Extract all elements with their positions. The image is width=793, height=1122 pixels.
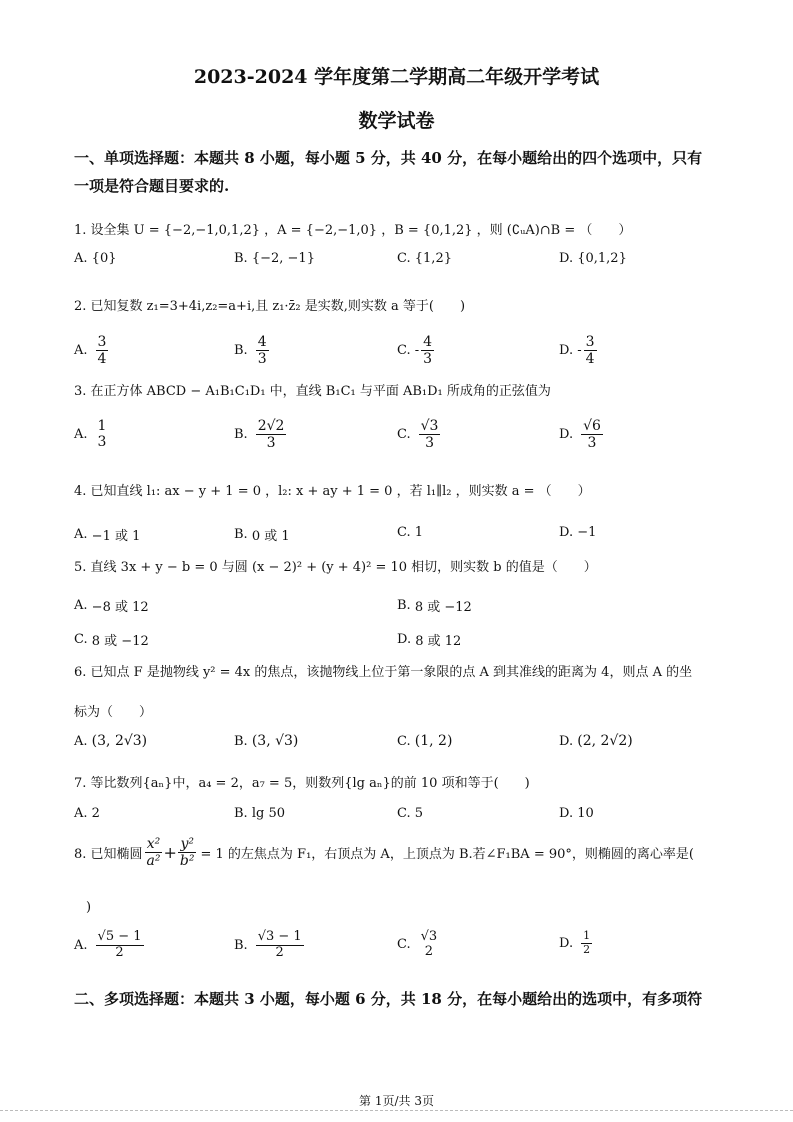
fraction-numerator: 1 <box>583 929 591 942</box>
option-fraction <box>96 930 144 961</box>
section1-heading-line2: 一项是符合题目要求的. <box>74 177 230 195</box>
fraction-denominator: a² <box>146 853 161 870</box>
q5-option-c[interactable] <box>74 630 149 649</box>
option-text: 8 或 12 <box>415 634 462 649</box>
option-letter: A. <box>74 733 88 749</box>
fraction-denominator: 3 <box>587 435 597 452</box>
q1-option-b[interactable] <box>234 251 315 266</box>
section2-heading-line1: 二、多项选择题：本题共 3 小题，每小题 6 分，共 18 分，在每小题给出的选项中，有多项符 <box>74 990 703 1008</box>
option-text: 8 或 −12 <box>414 600 472 615</box>
question-3-stem: 3. 在正方体 ABCD − A₁B₁C₁D₁ 中，直线 B₁C₁ 与平面 AB₁D₁ 所成角的正弦值为 <box>74 384 551 399</box>
option-fraction <box>421 334 434 367</box>
option-letter: A. <box>74 527 88 542</box>
option-letter: A. <box>74 598 88 613</box>
option-text: −8 或 12 <box>91 600 149 615</box>
option-text: 0 或 1 <box>251 529 290 544</box>
option-text: (1, 2) <box>414 733 453 749</box>
fraction-denominator: 3 <box>97 434 107 451</box>
option-letter: B. <box>234 937 248 953</box>
option-letter: D. <box>559 733 574 749</box>
option-letter: D. <box>559 251 574 266</box>
option-fraction <box>256 418 287 451</box>
q6-option-a[interactable] <box>74 733 147 749</box>
question-2-stem: 2. 已知复数 z₁=3+4i,z₂=a+i,且 z₁·z̄₂ 是实数,则实数 a 等于( ) <box>74 299 466 314</box>
question-8-stem-continued: ) <box>86 900 92 915</box>
option-letter: D. <box>559 806 574 821</box>
option-text: −1 <box>577 525 597 540</box>
option-letter: B. <box>234 427 248 443</box>
option-letter: C. <box>74 632 88 647</box>
fraction-numerator: √3 − 1 <box>257 929 302 944</box>
option-text: 8 或 −12 <box>91 634 149 649</box>
q4-option-b[interactable] <box>234 525 290 544</box>
option-text: (2, 2√2) <box>577 733 633 749</box>
fraction-denominator: 3 <box>423 351 433 368</box>
fraction-denominator: b² <box>179 853 195 870</box>
option-letter: C. <box>397 427 411 443</box>
option-letter: A. <box>74 343 88 359</box>
fraction-denominator: 2 <box>424 943 434 959</box>
option-letter: A. <box>74 937 88 953</box>
option-letter: B. <box>234 527 248 542</box>
q8-option-d[interactable] <box>559 930 592 956</box>
q2-option-d[interactable] <box>559 334 597 367</box>
fraction-numerator: 4 <box>423 334 433 350</box>
option-letter: C. <box>397 343 411 359</box>
fraction-denominator: 2 <box>115 944 124 960</box>
page-number: 第 1页/共 3页 <box>359 1094 434 1108</box>
option-text: lg 50 <box>251 806 285 821</box>
option-text: 2 <box>91 806 100 821</box>
option-fraction <box>581 418 603 451</box>
fraction-numerator: √3 <box>420 929 438 944</box>
option-sign: - <box>577 343 582 359</box>
fraction-numerator: 3 <box>97 334 107 350</box>
page-bottom-divider <box>0 1110 793 1111</box>
fraction-denominator: 3 <box>257 351 267 368</box>
question-1-stem: 1. 设全集 U = {−2,−1,0,1,2} ，A = {−2,−1,0} ，B = {0,1,2} ，则 (∁ᵤA)∩B = （ ） <box>74 223 632 238</box>
option-text: −1 或 1 <box>91 529 141 544</box>
option-letter: B. <box>234 806 248 821</box>
option-fraction <box>419 930 440 960</box>
fraction-numerator: √3 <box>420 418 439 434</box>
fraction-numerator: √6 <box>583 418 601 434</box>
q8-option-a[interactable] <box>74 930 144 961</box>
q5-option-b[interactable] <box>397 596 472 615</box>
option-text: 5 <box>414 806 424 821</box>
q4-option-c[interactable] <box>397 525 423 540</box>
option-text: (3, √3) <box>251 733 299 749</box>
q6-option-b[interactable] <box>234 733 298 749</box>
option-fraction <box>96 334 109 367</box>
option-text: 10 <box>577 806 594 821</box>
fraction-numerator: 4 <box>257 334 267 350</box>
q8-option-c[interactable] <box>397 930 439 960</box>
q2-option-c[interactable] <box>397 334 434 367</box>
option-letter: D. <box>559 525 574 540</box>
fraction-denominator: 3 <box>266 435 276 452</box>
q4-option-a[interactable] <box>74 525 140 544</box>
q1-option-c[interactable] <box>397 251 452 266</box>
q8-option-b[interactable] <box>234 930 304 961</box>
fraction-denominator: 4 <box>97 351 107 368</box>
q5-option-a[interactable] <box>74 596 149 615</box>
q1-option-a[interactable] <box>74 251 117 266</box>
fraction-denominator: 4 <box>585 351 595 368</box>
option-letter: D. <box>397 632 412 647</box>
question-8-stem <box>74 836 694 869</box>
option-fraction <box>584 334 597 367</box>
q6-option-c[interactable] <box>397 733 452 749</box>
option-letter: C. <box>397 251 411 266</box>
q6-option-d[interactable] <box>559 733 633 749</box>
option-letter: A. <box>74 806 88 821</box>
option-sign: - <box>414 343 420 359</box>
plus-sign: + <box>163 843 177 863</box>
option-letter: A. <box>74 426 88 442</box>
q2-option-b[interactable] <box>234 334 269 367</box>
exam-title: 2023-2024 学年度第二学期高二年级开学考试 <box>193 66 600 88</box>
question-4-stem: 4. 已知直线 l₁: ax − y + 1 = 0 ，l₂: x + ay + 1 = 0 ，若 l₁∥l₂ ，则实数 a = （ ） <box>74 484 591 499</box>
q2-option-a[interactable] <box>74 334 108 367</box>
option-text: {1,2} <box>414 251 452 266</box>
ellipse-x-fraction <box>145 836 163 869</box>
fraction-numerator: √5 − 1 <box>97 929 142 944</box>
section1-heading-line1: 一、单项选择题：本题共 8 小题，每小题 5 分，共 40 分，在每小题给出的四个选项中，只有 <box>74 149 703 167</box>
q5-option-d[interactable] <box>397 630 461 649</box>
question-6-stem-continued: 标为（ ） <box>74 705 153 720</box>
q7-option-c[interactable] <box>397 806 423 821</box>
option-letter: B. <box>234 343 248 359</box>
option-letter: B. <box>397 598 411 613</box>
q3-option-b[interactable] <box>234 418 286 451</box>
option-text: {−2, −1} <box>251 251 315 266</box>
stem-suffix: = 1 的左焦点为 F₁，右顶点为 A，上顶点为 B.若∠F₁BA = 90°，则椭圆的离心率是( <box>200 847 694 863</box>
option-letter: B. <box>234 251 248 266</box>
q3-option-c[interactable] <box>397 418 440 451</box>
option-fraction <box>256 930 304 961</box>
option-text: 1 <box>414 525 424 540</box>
fraction-denominator: 2 <box>583 942 591 956</box>
q3-option-d[interactable] <box>559 418 603 451</box>
option-fraction <box>419 418 441 451</box>
question-7-stem: 7. 等比数列{aₙ}中，a₄ = 2，a₇ = 5，则数列{lg aₙ}的前 10 项和等于( ) <box>74 776 530 791</box>
option-fraction <box>581 930 592 956</box>
option-letter: A. <box>74 251 88 266</box>
option-letter: B. <box>234 733 248 749</box>
q1-option-d[interactable] <box>559 251 627 266</box>
q7-option-b[interactable] <box>234 806 285 821</box>
fraction-numerator: 1 <box>97 418 107 434</box>
option-letter: D. <box>559 935 574 951</box>
fraction-numerator: y² <box>180 836 194 852</box>
option-letter: C. <box>397 525 411 540</box>
option-letter: D. <box>559 343 574 359</box>
stem-prefix: 8. 已知椭圆 <box>74 847 143 863</box>
option-letter: C. <box>397 806 411 821</box>
fraction-numerator: 3 <box>585 334 595 350</box>
option-letter: C. <box>397 937 411 953</box>
exam-subtitle: 数学试卷 <box>358 110 435 132</box>
q3-option-a[interactable] <box>74 418 108 450</box>
fraction-denominator: 3 <box>425 435 434 452</box>
q4-option-d[interactable] <box>559 525 596 540</box>
question-5-stem: 5. 直线 3x + y − b = 0 与圆 (x − 2)² + (y + 4)² = 10 相切，则实数 b 的值是（ ） <box>74 560 597 575</box>
option-fraction <box>96 418 109 450</box>
q7-option-d[interactable] <box>559 806 594 821</box>
option-letter: C. <box>397 733 411 749</box>
question-6-stem: 6. 已知点 F 是抛物线 y² = 4x 的焦点，该抛物线上位于第一象限的点 A 到其准线的距离为 4，则点 A 的坐 <box>74 665 693 680</box>
option-text: {0} <box>91 251 117 266</box>
q7-option-a[interactable] <box>74 806 100 821</box>
option-fraction <box>256 334 269 367</box>
option-text: {0,1,2} <box>577 251 627 266</box>
fraction-numerator: x² <box>146 836 161 852</box>
ellipse-y-fraction <box>178 836 197 869</box>
fraction-denominator: 2 <box>275 944 284 960</box>
option-letter: D. <box>559 427 574 443</box>
fraction-numerator: 2√2 <box>257 418 285 434</box>
option-text: (3, 2√3) <box>91 733 148 749</box>
